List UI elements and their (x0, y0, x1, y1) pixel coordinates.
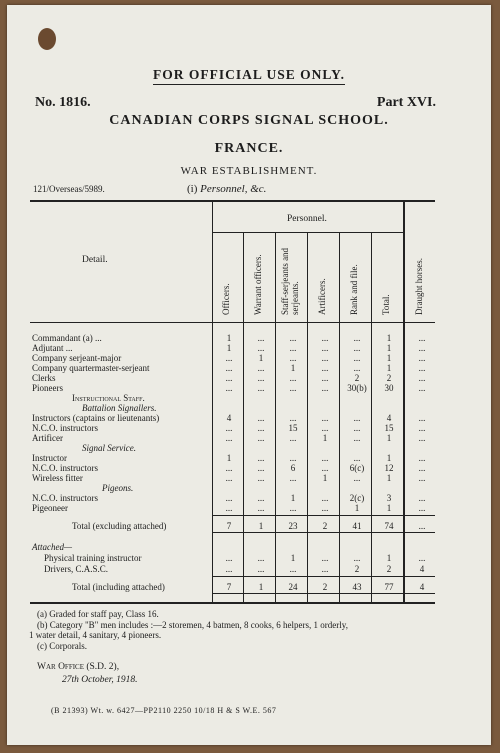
table-cell: ... (289, 333, 297, 343)
row-label: Clerks (32, 373, 56, 383)
table-cell: ... (353, 473, 361, 483)
table-cell: 1 (386, 503, 392, 513)
table-cell: 74 (384, 521, 394, 531)
table-cell: 24 (288, 582, 298, 592)
footnote: (b) Category "B" men includes :—2 storemen, 4 batmen, 8 cooks, 6 helpers, 1 orderly, (37, 620, 348, 630)
table-cell: ... (321, 453, 329, 463)
row-label: Signal Service. (82, 443, 136, 453)
table-cell: ... (225, 503, 233, 513)
row-label: Pigeoneer (32, 503, 68, 513)
table-cell: 1 (386, 433, 392, 443)
footnote: (a) Graded for staff pay, Class 16. (37, 609, 159, 619)
row-label: Company serjeant-major (32, 353, 122, 363)
row-label: Battalion Signallers. (82, 403, 157, 413)
table-cell: 1 (226, 453, 232, 463)
table-cell: ... (321, 463, 329, 473)
table-cell: ... (353, 553, 361, 563)
table-cell: ... (418, 353, 426, 363)
row-label: Pioneers (32, 383, 63, 393)
table-cell: ... (225, 373, 233, 383)
table-cell: ... (321, 363, 329, 373)
table-cell: ... (321, 373, 329, 383)
table-row (32, 453, 432, 463)
attached-heading (32, 542, 432, 552)
table-cell: ... (257, 383, 265, 393)
table-cell: 4 (226, 413, 232, 423)
row-label: Adjutant ... (32, 343, 73, 353)
table-cell: ... (257, 363, 265, 373)
row-label: Pigeons. (102, 483, 134, 493)
table-cell: ... (353, 353, 361, 363)
header-bottom-rule (30, 322, 435, 323)
table-cell: ... (225, 553, 233, 563)
subtotal-rule (212, 532, 435, 533)
table-cell: 6 (290, 463, 296, 473)
table-row (32, 483, 432, 493)
table-cell: ... (353, 333, 361, 343)
table-cell: ... (353, 423, 361, 433)
subtotal-rule (212, 515, 435, 516)
establishment-title: WAR ESTABLISHMENT. (180, 165, 318, 177)
table-cell: ... (289, 433, 297, 443)
table-cell: ... (321, 493, 329, 503)
table-cell: ... (289, 564, 297, 574)
table-cell: 30(b) (347, 383, 367, 393)
table-cell: ... (225, 423, 233, 433)
table-cell: 1 (386, 343, 392, 353)
table-cell: 1 (386, 553, 392, 563)
table-cell: ... (418, 453, 426, 463)
table-row (32, 503, 432, 513)
table-cell: 4 (419, 582, 425, 592)
column-header: Staff-serjeants and serjeants. (280, 247, 300, 315)
table-cell: ... (289, 473, 297, 483)
table-cell: 2 (322, 521, 328, 531)
table-cell: 1 (290, 493, 296, 503)
personnel-rule (212, 232, 403, 233)
table-cell: ... (418, 433, 426, 443)
table-cell: ... (257, 373, 265, 383)
table-cell: 2 (386, 373, 392, 383)
table-cell: ... (225, 363, 233, 373)
row-label: Total (excluding attached) (72, 521, 167, 531)
table-cell: ... (289, 413, 297, 423)
table-cell: ... (321, 353, 329, 363)
table-row (32, 403, 432, 413)
part-number: Part XVI. (376, 95, 436, 110)
table-cell: 23 (288, 521, 298, 531)
table-cell: 6(c) (349, 463, 365, 473)
signature-office: War Office (S.D. 2), (37, 662, 120, 672)
section-title: (i) Personnel, &c. (187, 183, 267, 195)
footnote: 1 water detail, 4 sanitary, 4 pioneers. (29, 630, 162, 640)
table-cell: ... (257, 564, 265, 574)
row-label: Total (including attached) (72, 582, 165, 592)
table-cell: ... (418, 423, 426, 433)
table-row (32, 353, 432, 363)
table-cell: ... (418, 463, 426, 473)
reference-number: 121/Overseas/5989. (33, 184, 105, 194)
row-label: Instructional Staff. (72, 393, 145, 403)
table-cell: 43 (352, 582, 362, 592)
table-cell: 1 (258, 521, 264, 531)
document-page (7, 5, 491, 745)
table-top-rule (30, 200, 435, 202)
table-row (32, 553, 432, 563)
table-row (32, 393, 432, 403)
row-label: N.C.O. instructors (32, 493, 98, 503)
table-cell: ... (321, 413, 329, 423)
table-cell: ... (225, 463, 233, 473)
table-cell: ... (257, 343, 265, 353)
table-row (32, 373, 432, 383)
table-cell: ... (418, 473, 426, 483)
table-cell: ... (289, 453, 297, 463)
row-label: Commandant (a) ... (32, 333, 102, 343)
country-title: FRANCE. (214, 141, 284, 156)
table-row (32, 423, 432, 433)
table-row (32, 463, 432, 473)
table-cell: 7 (226, 582, 232, 592)
table-cell: ... (418, 521, 426, 531)
table-cell: 1 (386, 453, 392, 463)
row-label: Wireless fitter (32, 473, 83, 483)
table-cell: 77 (384, 582, 394, 592)
table-cell: ... (257, 463, 265, 473)
column-header: Draught horses. (414, 258, 424, 315)
row-label: Drivers, C.A.S.C. (44, 564, 109, 574)
table-cell: ... (257, 493, 265, 503)
printer-line: (B 21393) Wt. w. 6427—PP2110 2250 10/18 H & S W.E. 567 (51, 706, 277, 715)
table-cell: 1 (258, 353, 264, 363)
total-row (32, 582, 432, 592)
table-cell: ... (225, 473, 233, 483)
personnel-header: Personnel. (287, 214, 327, 224)
table-cell: 2 (354, 564, 360, 574)
table-cell: ... (257, 333, 265, 343)
table-cell: 1 (290, 553, 296, 563)
table-cell: 1 (322, 473, 328, 483)
row-label: Attached— (32, 542, 72, 552)
table-cell: ... (289, 353, 297, 363)
column-header: Officers. (221, 283, 231, 315)
table-cell: ... (257, 503, 265, 513)
table-cell: 2 (322, 582, 328, 592)
table-cell: 1 (290, 363, 296, 373)
table-cell: ... (418, 373, 426, 383)
table-cell: 1 (354, 503, 360, 513)
table-cell: ... (321, 553, 329, 563)
table-cell: 15 (384, 423, 394, 433)
table-cell: 1 (226, 333, 232, 343)
column-header: Total. (381, 294, 391, 315)
table-row (32, 433, 432, 443)
table-cell: 4 (386, 413, 392, 423)
table-cell: ... (353, 363, 361, 373)
table-cell: ... (321, 383, 329, 393)
punch-hole (38, 28, 56, 50)
detail-header: Detail. (82, 255, 108, 265)
table-row (32, 413, 432, 423)
table-cell: ... (418, 383, 426, 393)
table-cell: 4 (419, 564, 425, 574)
table-cell: 1 (386, 363, 392, 373)
table-bottom-rule (30, 602, 435, 604)
table-cell: ... (257, 413, 265, 423)
signature-date: 27th October, 1918. (62, 675, 138, 685)
table-cell: ... (418, 553, 426, 563)
table-cell: ... (225, 493, 233, 503)
table-cell: ... (353, 413, 361, 423)
table-row (32, 363, 432, 373)
school-title: CANADIAN CORPS SIGNAL SCHOOL. (109, 113, 389, 128)
table-cell: ... (353, 453, 361, 463)
table-cell: ... (225, 433, 233, 443)
row-label: Company quartermaster-serjeant (32, 363, 150, 373)
total-rule (212, 576, 435, 577)
table-cell: 1 (386, 353, 392, 363)
table-cell: 1 (226, 343, 232, 353)
table-cell: 12 (384, 463, 394, 473)
total-row (32, 521, 432, 531)
total-rule (212, 593, 435, 594)
table-cell: ... (257, 553, 265, 563)
footnote: (c) Corporals. (37, 641, 87, 651)
table-cell: ... (418, 493, 426, 503)
table-cell: ... (289, 373, 297, 383)
row-label: N.C.O. instructors (32, 423, 98, 433)
table-cell: ... (321, 423, 329, 433)
table-cell: ... (418, 413, 426, 423)
table-cell: ... (418, 363, 426, 373)
column-header: Rank and file. (349, 264, 359, 315)
table-cell: 30 (384, 383, 394, 393)
official-use-heading: FOR OFFICIAL USE ONLY. (7, 67, 491, 83)
table-cell: ... (321, 503, 329, 513)
table-cell: ... (418, 343, 426, 353)
row-label: Instructors (captains or lieutenants) (32, 413, 160, 423)
table-cell: ... (289, 503, 297, 513)
table-cell: 3 (386, 493, 392, 503)
table-cell: 2 (354, 373, 360, 383)
table-cell: ... (257, 453, 265, 463)
column-header: Artificers. (317, 278, 327, 315)
document-number: No. 1816. (35, 95, 91, 110)
table-cell: ... (257, 423, 265, 433)
table-cell: 2(c) (349, 493, 365, 503)
table-cell: ... (321, 564, 329, 574)
table-cell: 1 (386, 473, 392, 483)
table-row (32, 383, 432, 393)
table-cell: ... (418, 503, 426, 513)
table-cell: ... (257, 473, 265, 483)
row-label: Physical training instructor (44, 553, 142, 563)
table-cell: ... (225, 353, 233, 363)
table-row (32, 333, 432, 343)
table-row (32, 564, 432, 574)
table-cell: ... (321, 333, 329, 343)
table-row (32, 343, 432, 353)
row-label: Instructor (32, 453, 67, 463)
table-cell: ... (353, 343, 361, 353)
table-cell: 15 (288, 423, 298, 433)
table-row (32, 473, 432, 483)
row-label: Artificer (32, 433, 63, 443)
table-row (32, 493, 432, 503)
table-cell: ... (225, 383, 233, 393)
table-cell: 7 (226, 521, 232, 531)
table-cell: 1 (322, 433, 328, 443)
table-cell: 1 (386, 333, 392, 343)
table-cell: 2 (386, 564, 392, 574)
table-cell: ... (289, 383, 297, 393)
row-label: N.C.O. instructors (32, 463, 98, 473)
table-cell: 41 (352, 521, 362, 531)
table-row (32, 443, 432, 453)
table-cell: ... (225, 564, 233, 574)
column-header: Warrant officers. (253, 254, 263, 315)
table-cell: ... (418, 333, 426, 343)
table-cell: ... (289, 343, 297, 353)
table-cell: ... (321, 343, 329, 353)
table-cell: ... (353, 433, 361, 443)
table-cell: ... (257, 433, 265, 443)
table-cell: 1 (258, 582, 264, 592)
